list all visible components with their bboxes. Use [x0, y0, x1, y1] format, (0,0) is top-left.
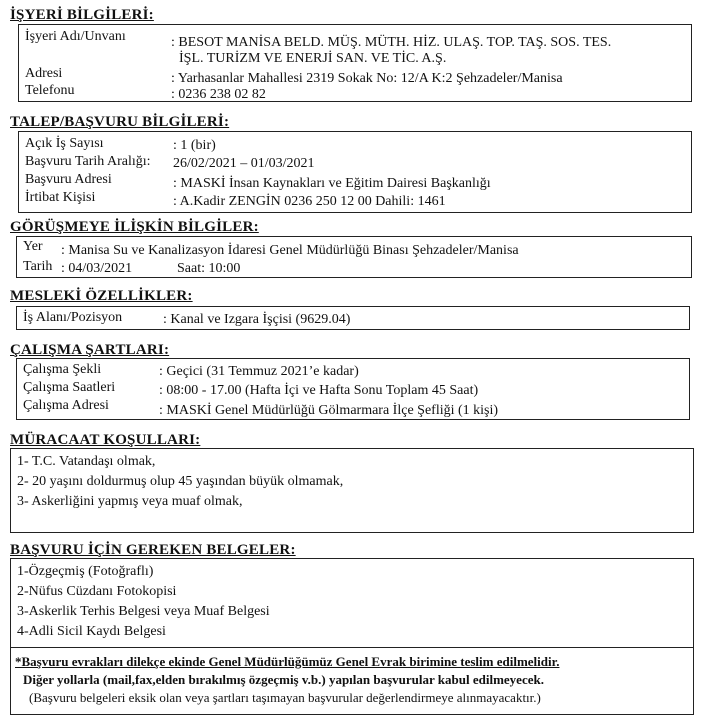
belgeler-box — [10, 558, 694, 648]
talep-box — [18, 131, 692, 213]
tarih-value: 26/02/2021 – 01/03/2021 — [173, 156, 315, 171]
unvan-label: İşyeri Adı/Unvanı — [25, 29, 126, 44]
section-heading-talep: TALEP/BAŞVURU BİLGİLERİ: — [10, 114, 230, 130]
telefon-label: Telefonu — [25, 83, 75, 98]
belgeler-note-1: *Başvuru evrakları dilekçe ekinde Genel Müdürlüğümüz Genel Evrak birimine teslim edilmelidir. — [15, 654, 560, 669]
belge-item: 2-Nüfus Cüzdanı Fotokopisi — [17, 584, 177, 599]
sekli-label: Çalışma Şekli — [23, 362, 102, 377]
basvuru-adres-label: Başvuru Adresi — [25, 172, 112, 187]
section-heading-muracaat: MÜRACAAT KOŞULLARI: — [10, 432, 201, 448]
section-heading-gorusme: GÖRÜŞMEYE İLİŞKİN BİLGİLER: — [10, 219, 259, 235]
section-heading-calisma: ÇALIŞMA ŞARTLARI: — [10, 342, 170, 358]
adres-label: Adresi — [25, 66, 63, 81]
tarih-label: Başvuru Tarih Aralığı: — [25, 154, 151, 169]
basvuru-adres-value: : MASKİ İnsan Kaynakları ve Eğitim Dairesi Başkanlığı — [173, 176, 491, 191]
sekli-value: : Geçici (31 Temmuz 2021’e kadar) — [159, 364, 359, 379]
adres-value: : Yarhasanlar Mahallesi 2319 Sokak No: 12/A K:2 Şehzadeler/Manisa — [171, 71, 563, 86]
saatleri-label: Çalışma Saatleri — [23, 380, 116, 395]
gorusme-saat: Saat: 10:00 — [177, 261, 241, 276]
muracaat-item: 1- T.C. Vatandaşı olmak, — [17, 454, 156, 469]
mesleki-box — [16, 306, 690, 330]
muracaat-item: 2- 20 yaşını doldurmuş olup 45 yaşından büyük olmamak, — [17, 474, 344, 489]
acik-value: : 1 (bir) — [173, 138, 216, 153]
belgeler-note-2: Diğer yollarla (mail,fax,elden bırakılmış özgeçmiş v.b.) yapılan başvurular kabul edilmeyecek. — [23, 672, 544, 687]
irtibat-value: : A.Kadir ZENGİN 0236 250 12 00 Dahili: 1461 — [173, 194, 446, 209]
section-heading-mesleki: MESLEKİ ÖZELLİKLER: — [10, 288, 193, 304]
yer-value: : Manisa Su ve Kanalizasyon İdaresi Genel Müdürlüğü Binası Şehzadeler/Manisa — [61, 243, 519, 258]
gorusme-tarih-value: : 04/03/2021 — [61, 261, 133, 276]
adresi-value: : MASKİ Genel Müdürlüğü Gölmarmara İlçe Şefliği (1 kişi) — [159, 403, 499, 418]
muracaat-box — [10, 448, 694, 533]
saatleri-value: : 08:00 - 17.00 (Hafta İçi ve Hafta Sonu Toplam 45 Saat) — [159, 383, 479, 398]
isyeri-box — [18, 24, 692, 102]
yer-label: Yer — [23, 239, 43, 254]
alan-label: İş Alanı/Pozisyon — [23, 310, 123, 325]
muracaat-item: 3- Askerliğini yapmış veya muaf olmak, — [17, 494, 243, 509]
gorusme-box — [16, 236, 692, 278]
unvan-line2: İŞL. TURİZM VE ENERJİ SAN. VE TİC. A.Ş. — [179, 51, 447, 66]
belge-item: 3-Askerlik Terhis Belgesi veya Muaf Belgesi — [17, 604, 270, 619]
unvan-line1: : BESOT MANİSA BELD. MÜŞ. MÜTH. HİZ. ULAŞ. TOP. TAŞ. SOS. TES. — [171, 35, 612, 50]
section-heading-isyeri: İŞYERİ BİLGİLERİ: — [10, 7, 154, 23]
belgeler-note-box — [10, 648, 694, 715]
belge-item: 4-Adli Sicil Kaydı Belgesi — [17, 624, 166, 639]
adresi-label: Çalışma Adresi — [23, 398, 109, 413]
alan-value: : Kanal ve Izgara İşçisi (9629.04) — [163, 312, 351, 327]
belge-item: 1-Özgeçmiş (Fotoğraflı) — [17, 564, 154, 579]
belgeler-note-3: (Başvuru belgeleri eksik olan veya şartları taşımayan başvurular değerlendirmeye alınmayacaktır.) — [29, 690, 541, 705]
irtibat-label: İrtibat Kişisi — [25, 190, 96, 205]
section-heading-belgeler: BAŞVURU İÇİN GEREKEN BELGELER: — [10, 542, 296, 558]
telefon-value: : 0236 238 02 82 — [171, 87, 266, 102]
acik-label: Açık İş Sayısı — [25, 136, 104, 151]
gorusme-tarih-label: Tarih — [23, 259, 53, 274]
calisma-box — [16, 358, 690, 420]
